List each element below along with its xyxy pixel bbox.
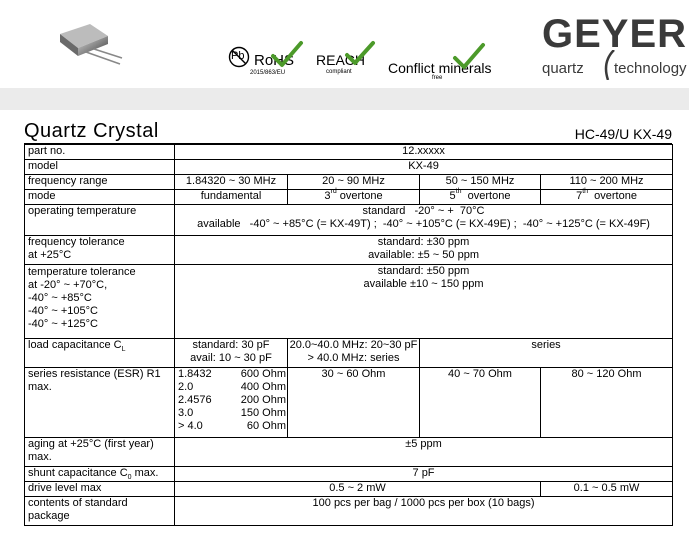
reach-label: REACH xyxy=(316,52,366,68)
rohs-check-icon xyxy=(270,40,304,68)
reach-sub: compliant xyxy=(326,69,352,75)
aging-value: ±5 ppm xyxy=(175,438,673,467)
shunt-cap-label-text: shunt capacitance C xyxy=(28,467,128,479)
load-cap-c2-line2: > 40.0 MHz: series xyxy=(307,352,400,364)
operating-temp-line2: available -40° ~ +85°C (= KX-49T) ; -40° ~ +105°C (= KX-49E) ; -40° ~ +125°C (= KX-49F) xyxy=(197,218,650,230)
mode-7th-overtone xyxy=(541,190,673,205)
operating-temp-label: operating temperature xyxy=(25,205,175,236)
aging-label-line1: aging at +25°C (first year) xyxy=(28,438,154,450)
mode-suffix: rd xyxy=(330,188,337,196)
esr-ohm: 200 Ohm xyxy=(240,394,286,406)
esr-list xyxy=(178,368,284,433)
table-row xyxy=(25,160,673,175)
package-label-line2: package xyxy=(28,510,70,522)
frequency-range-value: 50 ~ 150 MHz xyxy=(420,175,541,190)
package-label-line1: contents of standard xyxy=(28,497,128,509)
load-cap-value-3: series xyxy=(420,339,673,368)
package-label xyxy=(25,497,175,526)
temp-tolerance-line2: available ±10 ~ 150 ppm xyxy=(363,278,484,290)
logo-wordmark: GEYER xyxy=(542,12,688,56)
logo-tagline-right: technology xyxy=(614,60,687,77)
part-no-label: part no. xyxy=(25,145,175,160)
load-cap-label-text: load capacitance C xyxy=(28,339,122,351)
table-row xyxy=(25,467,673,482)
operating-temp-line1: standard -20° ~ + 70°C xyxy=(362,205,485,217)
table-row xyxy=(25,482,673,497)
temp-tolerance-label xyxy=(25,265,175,339)
freq-tolerance-label-line2: at +25°C xyxy=(28,249,72,261)
table-row xyxy=(25,265,673,339)
spec-table xyxy=(24,144,673,526)
mode-text: overtone xyxy=(339,190,383,202)
table-row xyxy=(25,205,673,236)
drive-level-value-1: 0.5 ~ 2 mW xyxy=(175,482,541,497)
drive-level-label: drive level max xyxy=(25,482,175,497)
conflict-check-icon xyxy=(452,42,486,70)
load-cap-c2-line1: 20.0~40.0 MHz: 20~30 pF xyxy=(289,339,418,351)
mode-label: mode xyxy=(25,190,175,205)
shunt-cap-label xyxy=(25,467,175,482)
temp-tolerance-value xyxy=(175,265,673,339)
freq-tolerance-line1: standard: ±30 ppm xyxy=(377,236,470,248)
esr-label-line2: max. xyxy=(28,381,52,393)
page-header xyxy=(0,0,689,108)
title-row xyxy=(24,118,672,144)
rohs-label: RoHS xyxy=(254,52,295,69)
aging-label-line2: max. xyxy=(28,451,52,463)
mode-suffix: th xyxy=(582,188,589,196)
rohs-sub: 2015/863/EU xyxy=(250,70,286,76)
model-label: model xyxy=(25,160,175,175)
esr-ohm: 60 Ohm xyxy=(246,420,286,432)
rohs-pb-label: Pb xyxy=(231,50,245,62)
shunt-cap-label-sub: 0 xyxy=(127,474,132,482)
mode-num: 3 xyxy=(324,190,331,202)
page-title: Quartz Crystal xyxy=(24,120,159,142)
conflict-sub: free xyxy=(432,75,443,81)
freq-tolerance-label xyxy=(25,236,175,265)
esr-value-2: 30 ~ 60 Ohm xyxy=(288,368,420,438)
table-row xyxy=(25,368,673,438)
frequency-range-value: 20 ~ 90 MHz xyxy=(288,175,420,190)
temp-tolerance-label-line: at -20° ~ +70°C, xyxy=(28,279,108,291)
temp-tolerance-label-line: -40° ~ +125°C xyxy=(28,318,98,330)
mode-suffix: th xyxy=(455,188,462,196)
table-row xyxy=(25,339,673,368)
frequency-range-value: 1.84320 ~ 30 MHz xyxy=(175,175,288,190)
freq-tolerance-label-line1: frequency tolerance xyxy=(28,236,125,248)
part-no-value: 12.xxxxx xyxy=(175,145,673,160)
temp-tolerance-label-line: -40° ~ +105°C xyxy=(28,305,98,317)
esr-value-3: 40 ~ 70 Ohm xyxy=(420,368,541,438)
table-row xyxy=(25,497,673,526)
esr-freq: 1.8432 xyxy=(178,368,212,380)
table-row xyxy=(25,175,673,190)
esr-freq: 2.4576 xyxy=(178,394,212,406)
freq-tolerance-line2: available: ±5 ~ 50 ppm xyxy=(368,249,479,261)
shunt-cap-value: 7 pF xyxy=(175,467,673,482)
esr-ohm: 400 Ohm xyxy=(240,381,286,393)
mode-num: 5 xyxy=(449,190,456,202)
esr-freq: 3.0 xyxy=(178,407,194,419)
load-cap-label-sub: L xyxy=(121,346,126,354)
table-row xyxy=(25,438,673,467)
operating-temp-value xyxy=(175,205,673,236)
conflict-minerals-cert xyxy=(388,60,508,84)
aging-label xyxy=(25,438,175,467)
model-title: HC-49/U KX-49 xyxy=(574,126,672,142)
esr-value-4: 80 ~ 120 Ohm xyxy=(541,368,673,438)
freq-tolerance-value xyxy=(175,236,673,265)
crystal-product-image xyxy=(24,6,146,86)
esr-freq: 2.0 xyxy=(178,381,194,393)
model-value: KX-49 xyxy=(175,160,673,175)
mode-3rd-overtone xyxy=(288,190,420,205)
esr-freq: > 4.0 xyxy=(178,420,203,432)
mode-fundamental: fundamental xyxy=(175,190,288,205)
drive-level-value-2: 0.1 ~ 0.5 mW xyxy=(541,482,673,497)
mode-text: overtone xyxy=(467,190,511,202)
esr-label-line1: series resistance (ESR) R1 xyxy=(28,368,161,380)
load-cap-value-2 xyxy=(288,339,420,368)
logo-tagline-left: quartz xyxy=(542,60,584,77)
esr-ohm: 150 Ohm xyxy=(240,407,286,419)
conflict-label: Conflict minerals xyxy=(388,60,492,76)
load-cap-c1-line1: standard: 30 pF xyxy=(192,339,270,351)
esr-table-value xyxy=(175,368,288,438)
load-cap-label xyxy=(25,339,175,368)
temp-tolerance-label-line: temperature tolerance xyxy=(28,266,136,278)
mode-5th-overtone xyxy=(420,190,541,205)
reach-check-icon xyxy=(344,40,376,66)
mode-text: overtone xyxy=(594,190,637,202)
table-row xyxy=(25,145,673,160)
esr-label xyxy=(25,368,175,438)
package-value: 100 pcs per bag / 1000 pcs per box (10 bags) xyxy=(175,497,673,526)
load-cap-value-1 xyxy=(175,339,288,368)
header-gray-band xyxy=(0,88,689,110)
mode-num: 7 xyxy=(576,190,583,202)
table-row xyxy=(25,190,673,205)
geyer-logo xyxy=(540,12,689,82)
frequency-range-value: 110 ~ 200 MHz xyxy=(541,175,673,190)
frequency-range-label: frequency range xyxy=(25,175,175,190)
load-cap-c1-line2: avail: 10 ~ 30 pF xyxy=(190,352,272,364)
table-row xyxy=(25,236,673,265)
shunt-cap-label-tail: max. xyxy=(131,467,159,479)
esr-ohm: 600 Ohm xyxy=(240,368,286,380)
temp-tolerance-line1: standard: ±50 ppm xyxy=(377,265,470,277)
temp-tolerance-label-line: -40° ~ +85°C xyxy=(28,292,92,304)
